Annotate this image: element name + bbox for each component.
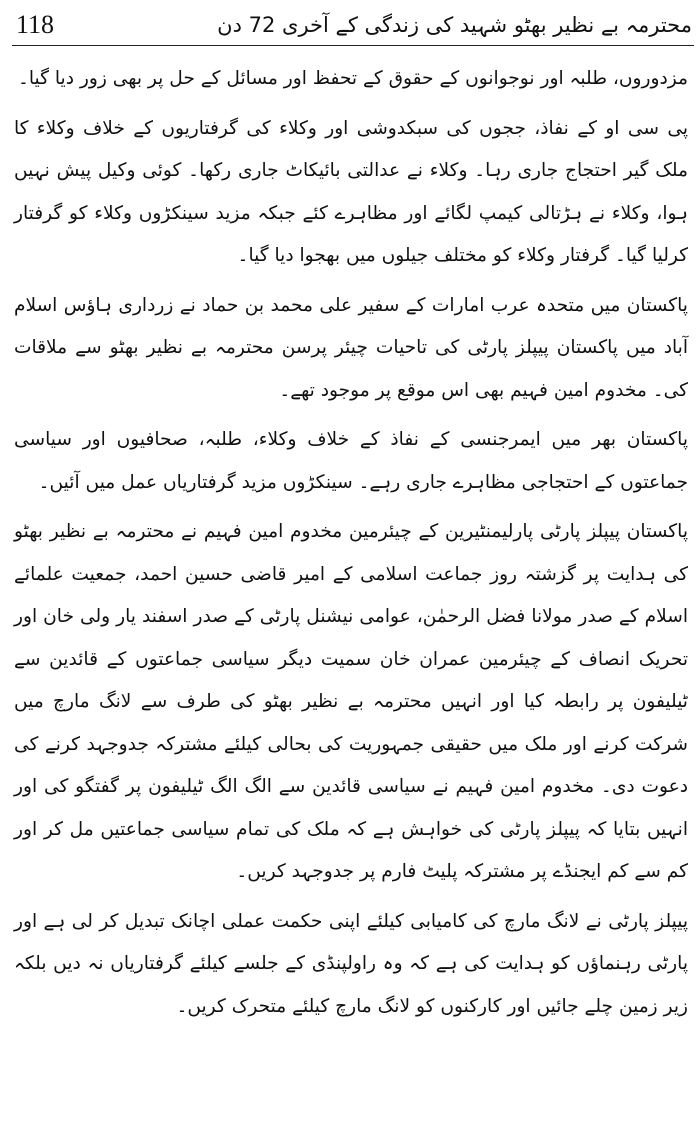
paragraph: پاکستان پیپلز پارٹی پارلیمنٹیرین کے چیئرمین مخدوم امین فہیم نے محترمہ بے نظیر بھٹو کی ہدایت پر گزشتہ روز جماعت اسلامی کے امیر قاضی حسین احمد، جمعیت علمائے اسلام کے صدر مولانا فضل الرحمٰن، عوامی نیشنل پارٹی کے صدر اسفند یار ولی خان اور تحریک انصاف کے چیئرمین عمران خان سمیت دیگر سیاسی جماعتوں کے قائدین سے ٹیلیفون پر رابطہ کیا اور انہیں محترمہ بے نظیر بھٹو کی طرف سے لانگ مارچ میں شرکت کرنے اور ملک میں حقیقی جمہوریت کی بحالی کیلئے مشترکہ جدوجہد کرنے کی دعوت دی۔ مخدوم امین فہیم نے سیاسی قائدین سے الگ الگ ٹیلیفون پر گفتگو کی اور انہیں بتایا کہ پیپلز پارٹی کی خواہش ہے کہ ملک کی تمام سیاسی جماعتیں مل کر اور کم سے کم ایجنڈے پر مشترکہ پلیٹ فارم پر جدوجہد کریں۔	[14, 521, 688, 882]
page-number: 118	[16, 10, 55, 39]
paragraph: پی سی او کے نفاذ، ججوں کی سبکدوشی اور وکلاء کی گرفتاریوں کے خلاف وکلاء کا ملک گیر احتجاج جاری رہا۔ وکلاء نے عدالتی بائیکاٹ جاری رکھا۔ کوئی وکیل پیش نہیں ہوا، وکلاء نے ہڑتالی کیمپ لگائے اور مظاہرے کئے جبکہ مزید سینکڑوں وکلاء کو گرفتار کرلیا گیا۔ گرفتار وکلاء کو مختلف جیلوں میں بھجوا دیا گیا۔	[14, 117, 688, 266]
paragraph: پیپلز پارٹی نے لانگ مارچ کی کامیابی کیلئے اپنی حکمت عملی اچانک تبدیل کر لی ہے اور پارٹی رہنماؤں کو ہدایت کی ہے کہ وہ راولپنڈی کے جلسے کیلئے گرفتاریاں نہ دیں بلکہ زیر زمین چلے جائیں اور کارکنوں کو لانگ مارچ کیلئے متحرک کریں۔	[14, 910, 688, 1017]
paragraph: مزدوروں، طلبہ اور نوجوانوں کے حقوق کے تحفظ اور مسائل کے حل پر بھی زور دیا گیا۔	[17, 68, 688, 89]
running-title: محترمہ بے نظیر بھٹو شہید کی زندگی کے آخری 72 دن	[217, 13, 692, 37]
paragraph: پاکستان میں متحدہ عرب امارات کے سفیر علی محمد بن حماد نے زرداری ہاؤس اسلام آباد میں پاکستان پیپلز پارٹی کی تاحیات چیئر پرسن محترمہ بے نظیر بھٹو سے ملاقات کی۔ مخدوم امین فہیم بھی اس موقع پر موجود تھے۔	[14, 294, 688, 401]
page-header	[0, 0, 700, 50]
body-text	[14, 58, 688, 1035]
paragraph: پاکستان بھر میں ایمرجنسی کے نفاذ کے خلاف وکلاء، طلبہ، صحافیوں اور سیاسی جماعتوں کے احتجاجی مظاہرے جاری رہے۔ سینکڑوں مزید گرفتاریاں عمل میں آئیں۔	[14, 429, 688, 493]
header-divider	[12, 45, 694, 46]
